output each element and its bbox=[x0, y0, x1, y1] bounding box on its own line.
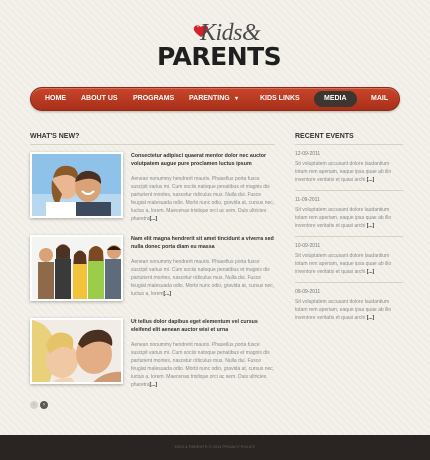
site-logo[interactable] bbox=[155, 20, 280, 70]
news-title[interactable]: Nam elit magna hendrerit sit amet tincidunt a viverra sed nulla donec porta diam eu massa bbox=[131, 236, 274, 250]
nav-item-about-us[interactable]: ABOUT US bbox=[81, 95, 118, 102]
divider bbox=[295, 190, 403, 191]
recent-events-heading: RECENT EVENTS bbox=[295, 133, 354, 140]
read-more-link[interactable]: [...] bbox=[366, 315, 375, 321]
news-excerpt-text: Aenean nonummy hendrerit mauris. Phasellus porta fusce suscipit varius mi. Cum sociis natoque penatibus et magnis dis parturient montes, nascetur ridiculus mus. Nulla dui. Fusce feugiat malesuada odio. Morbi nunc odio, gravida at, cursus nec, luctus a, lorem bbox=[131, 259, 275, 297]
nav-item-media[interactable]: MEDIA bbox=[314, 91, 357, 107]
event-text: Sit voluptatem accusant dolore laudantium totam rem aperiam, eaque ipsa quae ab illo inventore veritatis et quasi archi bbox=[295, 253, 392, 275]
read-more-link[interactable]: [...] bbox=[149, 216, 158, 222]
news-excerpt bbox=[131, 341, 275, 389]
divider bbox=[30, 144, 275, 145]
news-item bbox=[30, 235, 275, 307]
event-excerpt bbox=[295, 206, 403, 230]
news-excerpt-text: Aenean nonummy hendrerit mauris. Phasellus porta fusce suscipit varius mi. Cum sociis natoque penatibus et magnis dis parturient montes, nascetur ridiculus mus. Nulla dui. Fusce feugiat malesuada odio. Morbi nunc odio, gravida at, cursus nec, luctus a, lorem. Maecenas tristique orci ac sem. Duis ultricies pharetra bbox=[131, 176, 275, 222]
read-more-link[interactable]: [...] bbox=[149, 382, 158, 388]
event-date: 12-09-2011 bbox=[295, 151, 321, 157]
news-title[interactable]: Consectetur adipisci quaerat mentor dolor nec auctor volutpatem augue pure proclamen luctus ipsum bbox=[131, 153, 267, 167]
read-more-link[interactable]: [...] bbox=[163, 291, 172, 297]
chevron-right-icon[interactable]: › bbox=[40, 401, 48, 409]
news-item bbox=[30, 318, 275, 390]
divider bbox=[295, 236, 403, 237]
event-date: 11-09-2011 bbox=[295, 197, 320, 203]
divider bbox=[295, 144, 403, 145]
event-date: 09-09-2011 bbox=[295, 289, 321, 295]
news-excerpt bbox=[131, 175, 275, 223]
chevron-left-icon[interactable]: ‹ bbox=[30, 401, 38, 409]
news-item bbox=[30, 152, 275, 224]
logo-title: PARENTS bbox=[157, 42, 282, 71]
read-more-link[interactable]: [...] bbox=[366, 269, 375, 275]
news-image[interactable] bbox=[30, 152, 123, 218]
divider bbox=[295, 282, 403, 283]
chevron-down-icon[interactable]: ▾ bbox=[235, 96, 239, 102]
news-title[interactable]: Ut tellus dolor dapibus eget elementum vel cursus eleifend elit aenean auctor wisi et urna bbox=[131, 319, 258, 333]
footer bbox=[0, 435, 430, 460]
news-excerpt-text: Aenean nonummy hendrerit mauris. Phasellus porta fusce suscipit varius mi. Cum sociis natoque penatibus et magnis dis parturient montes, nascetur ridiculus mus. Nulla dui. Fusce feugiat malesuada odio. Morbi nunc odio, gravida at, cursus nec, luctus a, lorem. Maecenas tristique orci ac sem. Duis ultricies pharetra bbox=[131, 342, 275, 388]
main-nav bbox=[30, 87, 400, 111]
read-more-link[interactable]: [...] bbox=[366, 223, 375, 229]
news-image[interactable] bbox=[30, 235, 123, 301]
event-excerpt bbox=[295, 298, 403, 322]
nav-item-kids-links[interactable]: KIDS LINKS bbox=[260, 95, 300, 102]
news-excerpt bbox=[131, 258, 275, 298]
logo-subtitle: Kids& bbox=[200, 20, 261, 46]
whats-new-heading: WHAT'S NEW? bbox=[30, 133, 80, 140]
news-image[interactable] bbox=[30, 318, 123, 384]
event-date: 10-09-2011 bbox=[295, 243, 321, 249]
event-excerpt bbox=[295, 160, 403, 184]
read-more-link[interactable]: [...] bbox=[366, 177, 375, 183]
nav-item-mail[interactable]: MAIL bbox=[371, 95, 389, 102]
nav-item-home[interactable]: HOME bbox=[45, 95, 66, 102]
event-text: Sit voluptatem accusant dolore laudantium totam rem aperiam, eaque ipsa quae ab illo inventore veritatis et quasi archi bbox=[295, 299, 392, 321]
event-excerpt bbox=[295, 252, 403, 276]
nav-item-parenting[interactable]: PARENTING bbox=[189, 95, 230, 102]
nav-item-programs[interactable]: PROGRAMS bbox=[133, 95, 175, 102]
footer-copyright: KIDS & PARENTS © 2011 PRIVACY POLICY bbox=[174, 444, 256, 449]
event-text: Sit voluptatem accusant dolore laudantium totam rem aperiam, eaque ipsa quae ab illo inventore veritatis et quasi archi bbox=[295, 207, 392, 229]
event-text: Sit voluptatem accusant dolore laudantium totam rem aperiam, eaque ipsa quae ab illo inventore veritatis et quasi archi bbox=[295, 161, 392, 183]
